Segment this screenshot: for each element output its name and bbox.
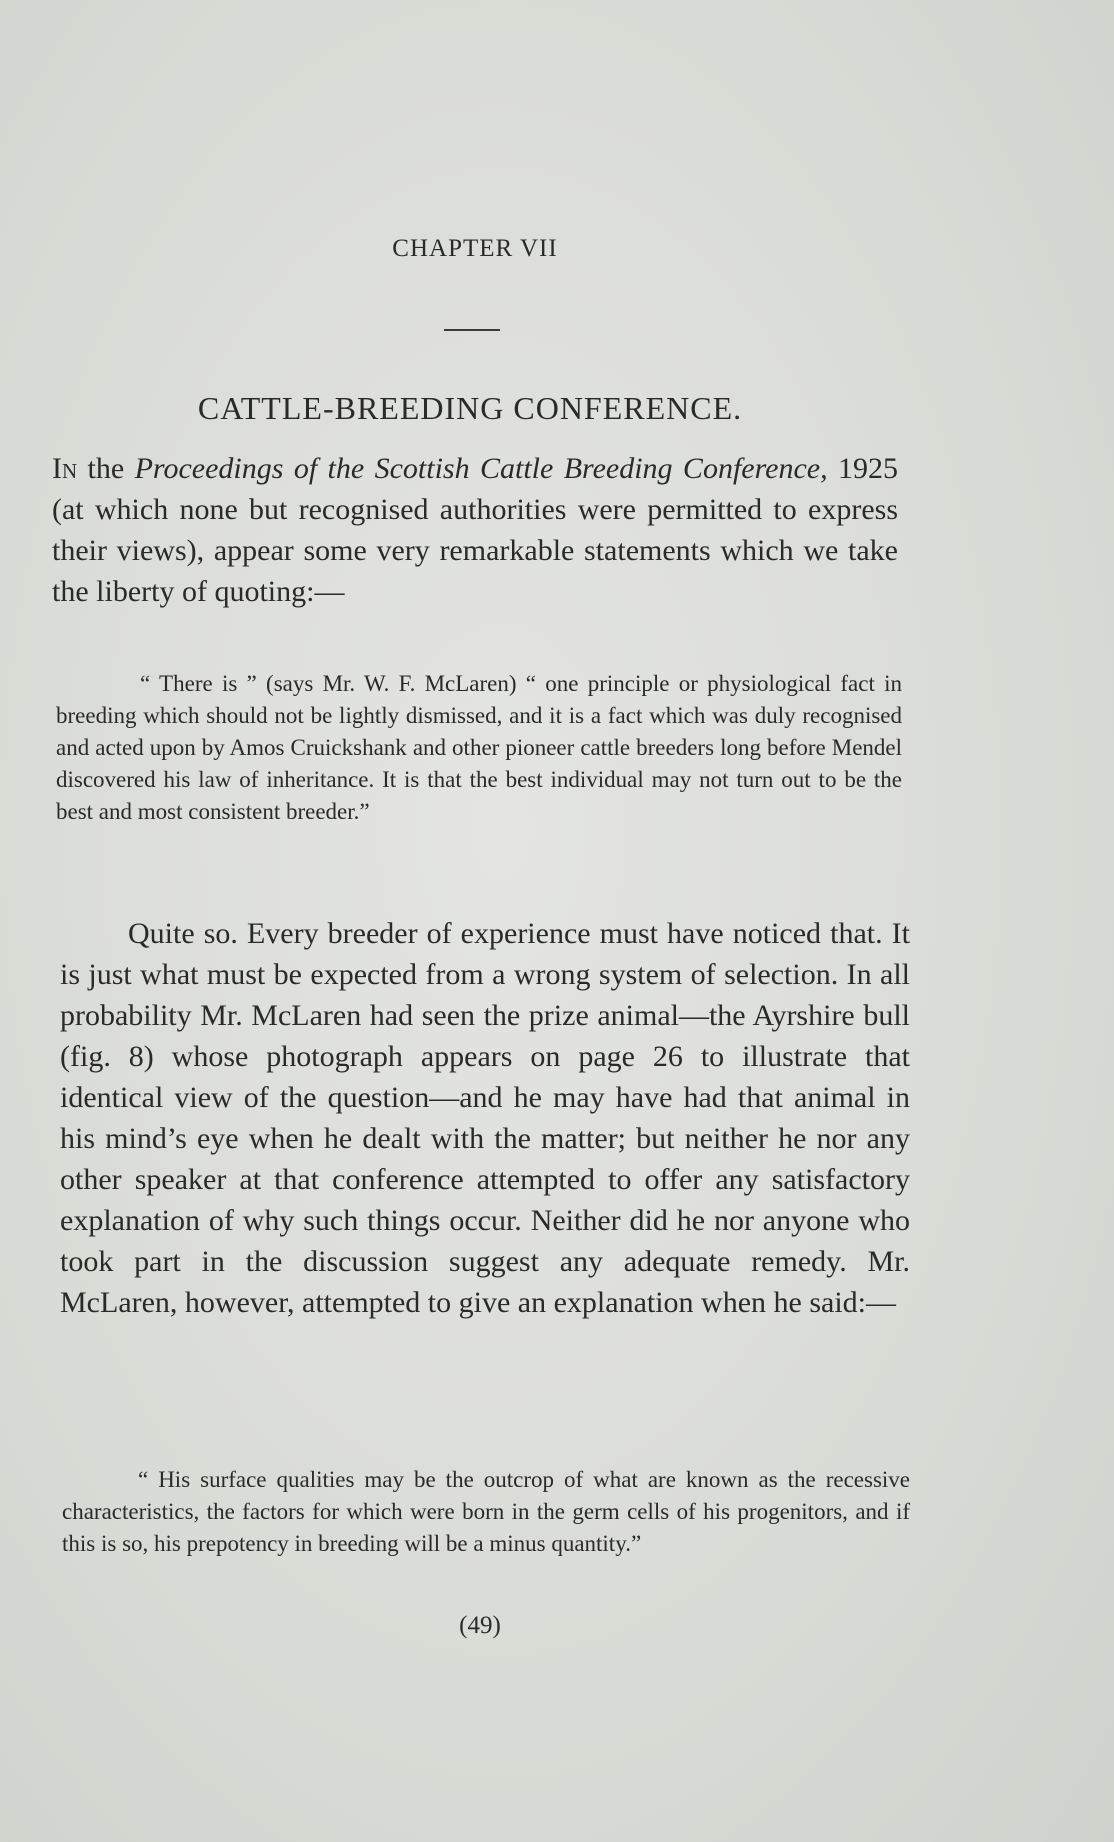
- chapter-heading: CHAPTER VII: [392, 235, 558, 262]
- heading-divider: [444, 329, 500, 331]
- mclaren-quote-2: “ His surface qualities may be the outcrop of what are known as the recessive characteristics, the factors for which were born in the germ cells of his progenitors, and if this is so, his prepotency in breeding will be a minus quantity.”: [62, 1467, 910, 1556]
- opening-dropcap: In: [52, 452, 78, 485]
- page-number: (49): [459, 1612, 501, 1639]
- mclaren-quote-1: “ There is ” (says Mr. W. F. McLaren) “ one principle or physiological fact in breeding which should not be lightly dismissed, and it is a fact which was duly recognised and acted upon by Amos Cruickshank and other pioneer cattle breeders long before Mendel discovered his law of inheritance. It is that the best individual may not turn out to be the best and most consistent breeder.”: [56, 671, 902, 824]
- proceedings-title: Proceedings of the Scottish Cattle Breeding Conference,: [134, 452, 828, 485]
- opening-text-pre: the: [77, 452, 135, 485]
- opening-paragraph: [52, 448, 898, 612]
- opening-text-post: 1925 (at which none but recognised authorities were permitted to express their views), appear some very remarkable statements which we take the liberty of quoting:—: [52, 452, 898, 608]
- discussion-paragraph: Quite so. Every breeder of experience must have noticed that. It is just what must be expected from a wrong system of selection. In all probability Mr. McLaren had seen the prize animal—the Ayrshire bull (fig. 8) whose photograph appears on page 26 to illustrate that identical view of the question—and he may have had that animal in his mind’s eye when he dealt with the matter; but neither he nor any other speaker at that conference attempted to offer any satisfactory explanation of why such things occur. Neither did he nor anyone who took part in the discussion suggest any adequate remedy. Mr. McLaren, however, attempted to give an explanation when he said:—: [60, 917, 910, 1319]
- chapter-title: CATTLE-BREEDING CONFERENCE.: [197, 390, 743, 426]
